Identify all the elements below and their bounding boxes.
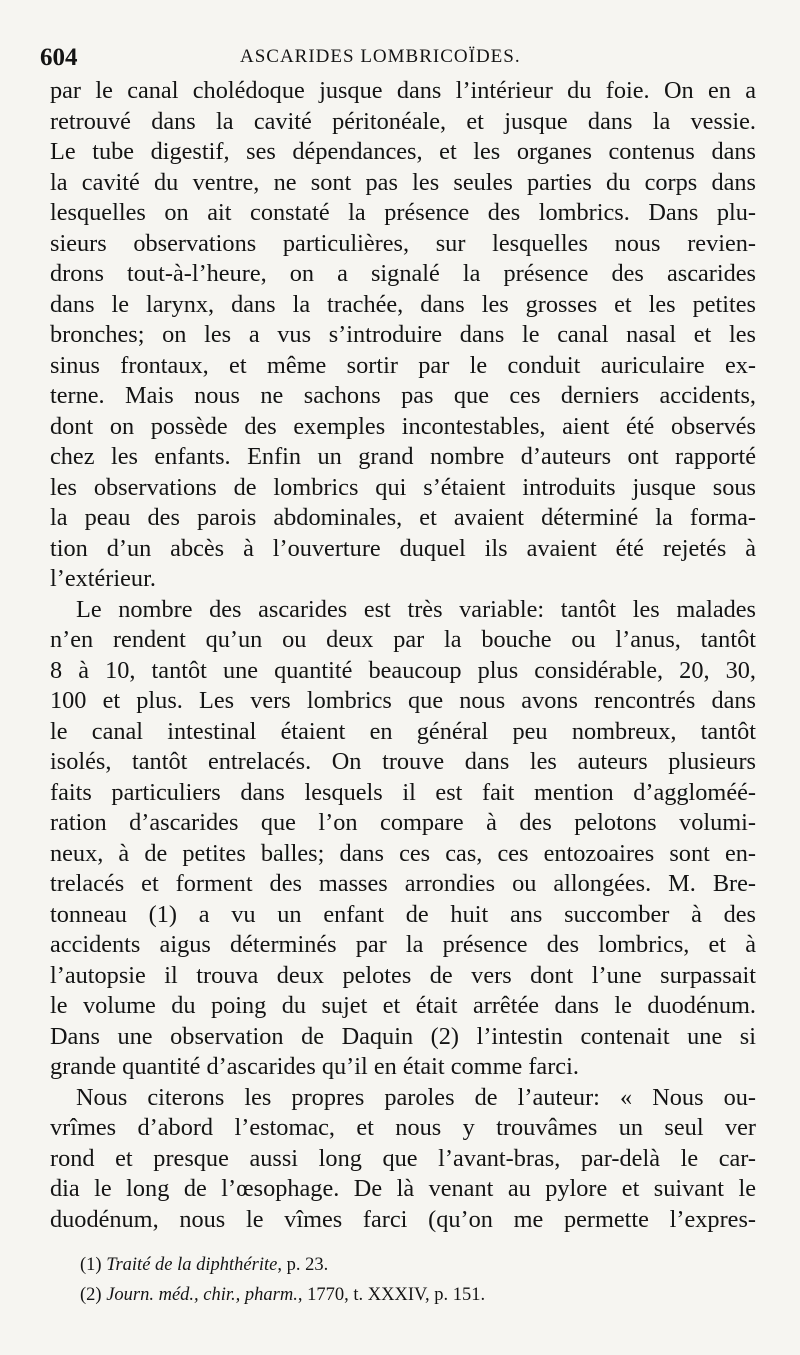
running-head: ASCARIDES LOMBRICOÏDES. bbox=[240, 46, 521, 67]
text-line: dont on possède des exemples incontestables, aient été observés bbox=[50, 412, 756, 440]
text-line: dans le larynx, dans la trachée, dans les grosses et les petites bbox=[50, 290, 756, 318]
text-line: Dans une observation de Daquin (2) l’intestin contenait une si bbox=[50, 1022, 756, 1050]
text-line: sieurs observations particulières, sur lesquelles nous revien- bbox=[50, 229, 756, 257]
page-number: 604 bbox=[40, 44, 78, 71]
text-line: les observations de lombrics qui s’étaient introduits jusque sous bbox=[50, 473, 756, 501]
text-line: faits particuliers dans lesquels il est fait mention d’aggloméé- bbox=[50, 778, 756, 806]
footnote-1-marker: (1) bbox=[80, 1255, 102, 1275]
page-header bbox=[40, 38, 740, 74]
text-line: le volume du poing du sujet et était arrêtée dans le duodénum. bbox=[50, 992, 756, 1019]
footnote-2-rest: , 1770, t. XXXIV, p. 151. bbox=[297, 1285, 486, 1305]
text-line: neux, à de petites balles; dans ces cas, ces entozoaires sont en- bbox=[50, 839, 756, 867]
text-line: terne. Mais nous ne sachons pas que ces derniers accidents, bbox=[50, 382, 756, 409]
text-line: Nous citerons les propres paroles de l’auteur: « Nous ou- bbox=[76, 1083, 756, 1111]
text-line: chez les enfants. Enfin un grand nombre d’auteurs ont rapporté bbox=[50, 443, 756, 470]
text-line: isolés, tantôt entrelacés. On trouve dans les auteurs plusieurs bbox=[50, 748, 756, 775]
footnote-1 bbox=[80, 1250, 700, 1280]
text-line: 8 à 10, tantôt une quantité beaucoup plus considérable, 20, 30, bbox=[50, 656, 756, 684]
text-line: la cavité du ventre, ne sont pas les seules parties du corps dans bbox=[50, 168, 756, 196]
text-line: le canal intestinal étaient en général peu nombreux, tantôt bbox=[50, 717, 756, 745]
text-line: drons tout-à-l’heure, on a signalé la présence des ascarides bbox=[50, 260, 756, 287]
text-line: trelacés et forment des masses arrondies ou allongées. M. Bre- bbox=[50, 870, 756, 897]
body-text bbox=[50, 76, 756, 1235]
text-line: duodénum, nous le vîmes farci (qu’on me permette l’expres- bbox=[50, 1205, 756, 1233]
text-line: l’extérieur. bbox=[50, 565, 156, 592]
text-line: retrouvé dans la cavité péritonéale, et jusque dans la vessie. bbox=[50, 107, 756, 135]
text-line: la peau des parois abdominales, et avaient déterminé la forma- bbox=[50, 504, 756, 531]
text-line: n’en rendent qu’un ou deux par la bouche ou l’anus, tantôt bbox=[50, 626, 756, 653]
text-line: dia le long de l’œsophage. De là venant au pylore et suivant le bbox=[50, 1175, 756, 1202]
footnote-1-rest: , p. 23. bbox=[277, 1255, 329, 1275]
text-line: sinus frontaux, et même sortir par le conduit auriculaire ex- bbox=[50, 351, 756, 379]
text-line: rond et presque aussi long que l’avant-bras, par-delà le car- bbox=[50, 1144, 756, 1172]
footnotes bbox=[80, 1250, 700, 1310]
text-line: accidents aigus déterminés par la présence des lombrics, et à bbox=[50, 931, 756, 958]
text-line: bronches; on les a vus s’introduire dans le canal nasal et les bbox=[50, 321, 756, 348]
text-line: tion d’un abcès à l’ouverture duquel ils avaient été rejetés à bbox=[50, 534, 756, 562]
footnote-2-title: Journ. méd., chir., pharm. bbox=[106, 1285, 298, 1305]
text-line: par le canal cholédoque jusque dans l’intérieur du foie. On en a bbox=[50, 77, 756, 104]
text-line: 100 et plus. Les vers lombrics que nous avons rencontrés dans bbox=[50, 687, 756, 714]
text-line: Le nombre des ascarides est très variable: tantôt les malades bbox=[76, 595, 756, 623]
text-line: lesquelles on ait constaté la présence des lombrics. Dans plu- bbox=[50, 199, 756, 226]
text-line: Le tube digestif, ses dépendances, et les organes contenus dans bbox=[50, 138, 756, 165]
text-line: ration d’ascarides que l’on compare à des pelotons volumi- bbox=[50, 809, 756, 836]
text-line: grande quantité d’ascarides qu’il en était comme farci. bbox=[50, 1053, 579, 1080]
footnote-1-title: Traité de la diphthérite bbox=[106, 1255, 278, 1275]
footnote-2-marker: (2) bbox=[80, 1285, 102, 1305]
text-line: vrîmes d’abord l’estomac, et nous y trouvâmes un seul ver bbox=[50, 1114, 756, 1141]
footnote-2 bbox=[80, 1280, 700, 1310]
text-line: l’autopsie il trouva deux pelotes de vers dont l’une surpassait bbox=[50, 961, 756, 989]
text-line: tonneau (1) a vu un enfant de huit ans succomber à des bbox=[50, 900, 756, 928]
